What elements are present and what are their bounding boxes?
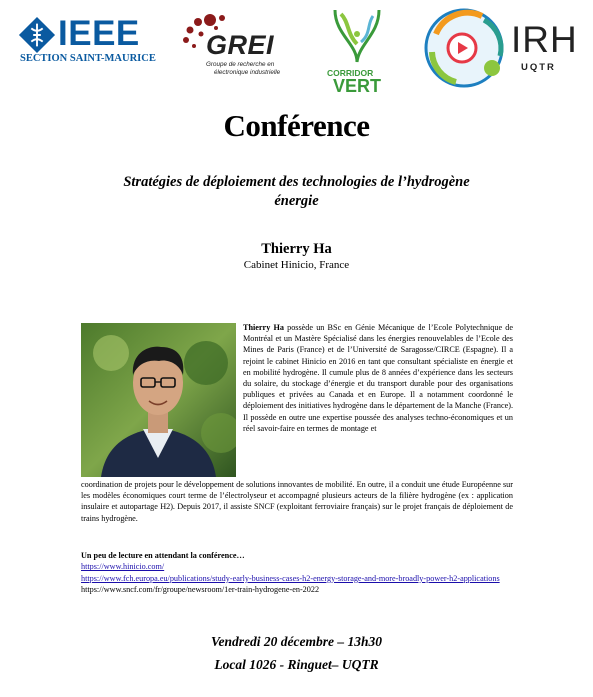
speaker-portrait-image — [81, 323, 236, 477]
irh-globe-icon — [422, 6, 510, 90]
corridor-leaf-icon — [327, 4, 387, 66]
grei-logo — [180, 12, 310, 74]
reading-title: Un peu de lecture en attendant la conférence… — [81, 551, 245, 560]
link-hinicio[interactable]: https://www.hinicio.com/ — [81, 562, 165, 572]
bio-text-top: possède un BSc en Génie Mécanique de l’Ecole Polytechnique de Montréal et un Mastère Spécialisé dans les énergies renouvelables de l’Ecole des Mines de Paris (France) et de l’Université de Saragosse/CIRCE (Espagne). Il a rejoint le cabinet Hinicio en 2016 en tant que consultant spécialiste en énergie et en mobilité hydrogène. Il cumule plus de 8 années d’expérience dans les secteurs du solaire, du stockage d’énergie et du transport durable pour des organisations publiques et privées au Canada et en Europe. Il a notamment coordonné le déploiement des initiatives hydrogène dans le département de la Manche (France). Il possède en outre une expertise poussée des analyses techno-économiques et un réel savoir-faire en termes de montage et — [243, 323, 513, 433]
link-sncf: https://www.sncf.com/fr/groupe/newsroom/1er-train-hydrogene-en-2022 — [81, 584, 320, 594]
page-title: Conférence — [223, 108, 370, 143]
speaker-photo — [81, 323, 236, 477]
bio-text-bottom: coordination de projets pour le développement de solutions innovantes de mobilité. En outre, il a conduit une étude Européenne sur les modèles économiques court terme de l’électrolyseur et accompagné plusieurs acteurs de la filière hydrogène (ex : application insulaire et autopartage H2). Depuis 2017, il assiste SNCF (exploitant ferroviaire français) sur le projet français de déploiement de trains hydrogène. — [81, 480, 513, 523]
ieee-diamond-icon — [18, 16, 56, 54]
corridor-label: CORRIDOR — [327, 68, 374, 78]
grei-subtitle-line2: électronique industrielle — [214, 69, 281, 76]
grei-wordmark: GREI — [206, 30, 275, 60]
reading-section — [81, 550, 521, 595]
corridor-vert-logo — [327, 4, 387, 94]
bio-paragraph-top — [243, 322, 513, 434]
event-date: Vendredi 20 décembre – 13h30 — [211, 634, 382, 649]
vert-label: VERT — [333, 76, 382, 96]
bio-speaker-name: Thierry Ha — [243, 323, 284, 332]
talk-title: Stratégies de déploiement des technologies de l’hydrogène énergie — [123, 174, 470, 209]
speaker-affiliation: Cabinet Hinicio, France — [243, 259, 350, 271]
ieee-section-label: SECTION SAINT-MAURICE — [20, 53, 156, 64]
bio-paragraph-bottom — [81, 479, 513, 524]
speaker-name: Thierry Ha — [261, 241, 332, 257]
irh-logo — [422, 6, 582, 90]
ieee-logo — [18, 14, 168, 69]
grei-subtitle-line1: Groupe de recherche en — [206, 61, 275, 68]
ieee-wordmark: IEEE — [58, 14, 140, 53]
uqtr-label: UQTR — [521, 62, 556, 73]
irh-wordmark: IRH — [511, 19, 578, 60]
event-location: Local 1026 - Ringuet– UQTR — [214, 657, 379, 672]
link-fch-study[interactable]: https://www.fch.europa.eu/publications/study-early-business-cases-h2-energy-storage-and-more-broadly-power-h2-applications — [81, 573, 500, 583]
